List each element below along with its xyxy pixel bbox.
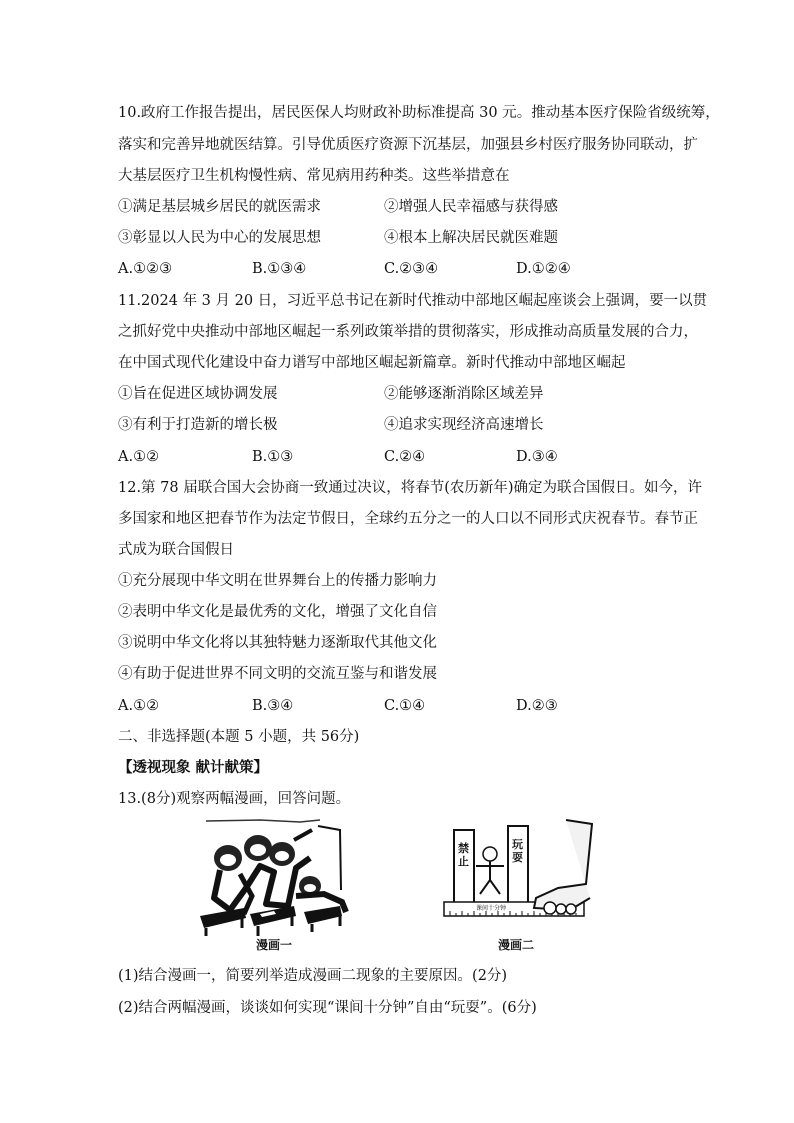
q11-choice-c: C.②④ — [384, 449, 426, 465]
q12-choice-d: D.②③ — [516, 698, 558, 714]
q11-statement-4: ④追求实现经济高速增长 — [384, 417, 544, 433]
q12-statement-2: ②表明中华文化是最优秀的文化，增强了文化自信 — [118, 604, 437, 620]
section2-heading: 二、非选择题(本题 5 小题，共 56分) — [118, 729, 360, 745]
q11-statement-3: ③有利于打造新的增长极 — [118, 417, 278, 433]
q10-stem-line-1: 10.政府工作报告提出，居民医保人均财政补助标准提高 30 元。推动基本医疗保险省级统筹， — [118, 105, 720, 121]
q10-choice-b: B.①③④ — [252, 261, 307, 277]
q10-statement-2: ②增强人民幸福感与获得感 — [384, 199, 558, 215]
q12-statement-3: ③说明中华文化将以其独特魅力逐渐取代其他文化 — [118, 635, 437, 651]
cartoon-2 — [440, 818, 600, 953]
q10-stem-line-3: 大基层医疗卫生机构慢性病、常见病用药种类。这些举措意在 — [118, 168, 510, 184]
q12-stem-line-1: 12.第 78 届联合国大会协商一致通过决议，将春节(农历新年)确定为联合国假日。如今，许 — [118, 480, 703, 496]
q12-statement-4: ④有助于促进世界不同文明的交流互鉴与和谐发展 — [118, 666, 437, 682]
q11-statement-1: ①旨在促进区域协调发展 — [118, 386, 278, 402]
q13-subquestion-2: (2)结合两幅漫画，谈谈如何实现“课间十分钟”自由“玩耍”。(6分) — [118, 1000, 537, 1016]
q13-subquestion-1: (1)结合漫画一，简要列举造成漫画二现象的主要原因。(2分) — [118, 968, 508, 984]
q11-choice-d: D.③④ — [516, 449, 558, 465]
q12-statement-1: ①充分展现中华文明在世界舞台上的传播力影响力 — [118, 573, 437, 589]
section2-theme: 【透视现象 献计献策】 — [118, 759, 269, 776]
q10-choice-a: A.①②③ — [118, 261, 173, 277]
q11-stem-line-2: 之抓好党中央推动中部地区崛起一系列政策举措的贯彻落实，形成推动高质量发展的合力， — [118, 324, 698, 340]
q12-choice-a: A.①② — [118, 698, 160, 714]
q10-statement-1: ①满足基层城乡居民的就医需求 — [118, 199, 321, 215]
cartoon-1 — [200, 818, 350, 953]
cartoon-2-sign-right: 玩耍 — [512, 838, 523, 864]
q11-choice-b: B.①③ — [252, 449, 294, 465]
cartoon-1-caption: 漫画一 — [256, 938, 293, 952]
q11-choice-a: A.①② — [118, 449, 160, 465]
q12-stem-line-3: 式成为联合国假日 — [118, 542, 234, 558]
q13-stem: 13.(8分)观察两幅漫画，回答问题。 — [118, 791, 351, 807]
cartoon-1-illustration — [200, 818, 350, 953]
q11-stem-line-3: 在中国式现代化建设中奋力谱写中部地区崛起新篇章。新时代推动中部地区崛起 — [118, 355, 626, 371]
cartoon-2-sign-left: 禁止 — [458, 842, 469, 868]
q12-choice-b: B.③④ — [252, 698, 294, 714]
q11-statement-2: ②能够逐渐消除区域差异 — [384, 386, 544, 402]
q11-stem-line-1: 11.2024 年 3 月 20 日，习近平总书记在新时代推动中部地区崛起座谈会上强调，要一以贯 — [118, 293, 708, 309]
q10-choice-c: C.②③④ — [384, 261, 439, 277]
q10-stem-line-2: 落实和完善异地就医结算。引导优质医疗资源下沉基层，加强县乡村医疗服务协同联动，扩 — [118, 137, 698, 153]
cartoon-2-caption: 漫画二 — [498, 938, 535, 952]
q10-choice-d: D.①②④ — [516, 261, 571, 277]
q12-stem-line-2: 多国家和地区把春节作为法定节假日，全球约五分之一的人口以不同形式庆祝春节。春节正 — [118, 511, 698, 527]
q12-choice-c: C.①④ — [384, 698, 426, 714]
q10-statement-4: ④根本上解决居民就医难题 — [384, 230, 558, 246]
q10-statement-3: ③彰显以人民为中心的发展思想 — [118, 230, 321, 246]
cartoon-2-ruler-label: 课间十分钟 — [476, 905, 507, 912]
